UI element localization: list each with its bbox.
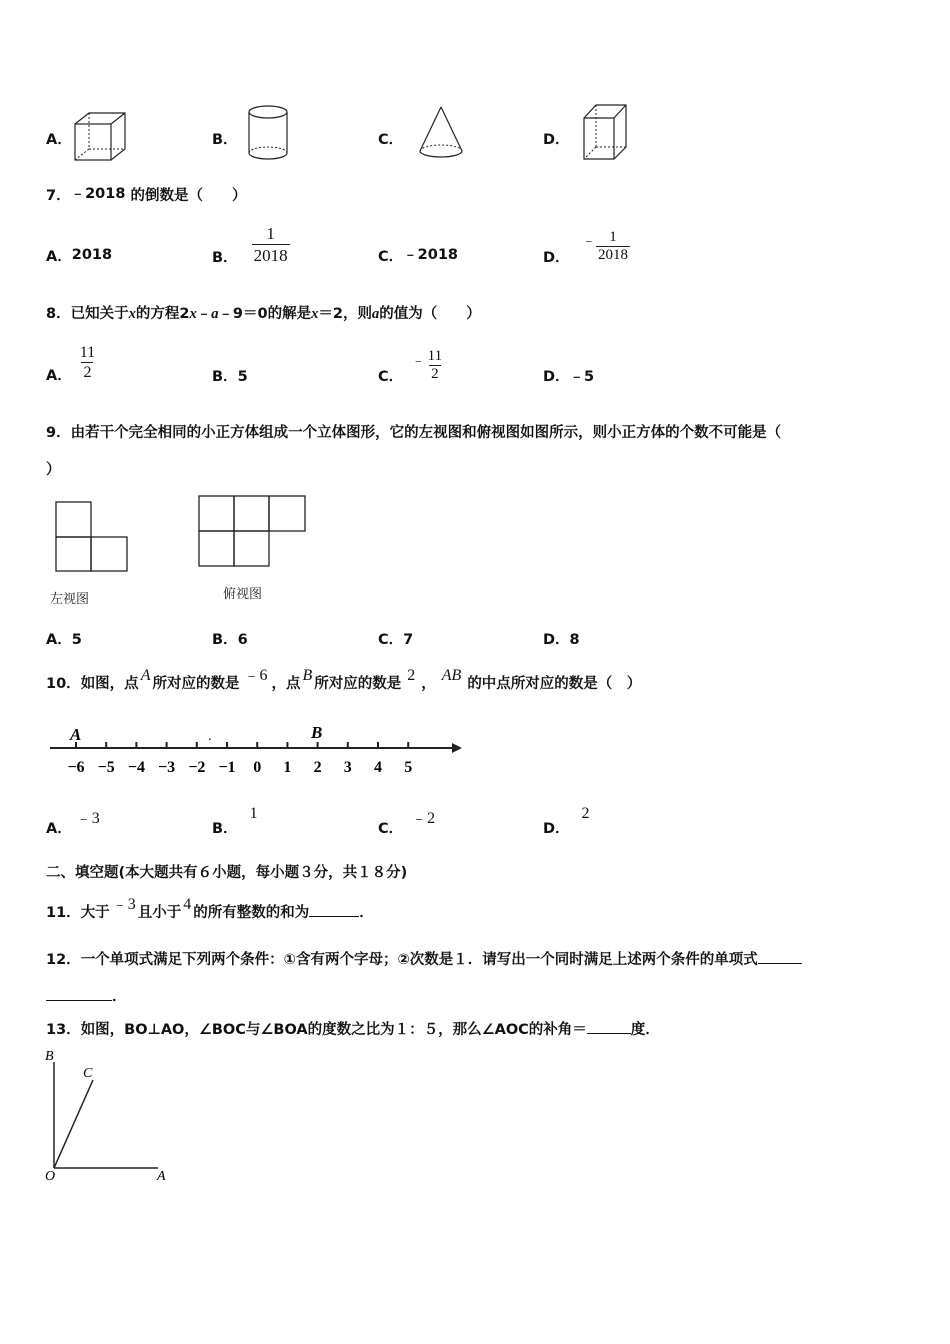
q8-option-c: C． ﹣ $\frac{11}{2}$ (378, 348, 443, 385)
question-13-stem: 13．如图，BO⊥AO，∠BOC与∠BOA的度数之比为１：５，那么∠AOC的补角＝ 度． (46, 1019, 660, 1039)
q6-option-d-letter: D． (543, 132, 570, 148)
question-11-stem: 11．大于 ﹣3 且小于 4 的所有整数的和为 ． (46, 896, 374, 921)
q7-option-b: B． $\frac{1}{2018}$ (212, 224, 288, 266)
angle-label-c: C (83, 1066, 93, 1081)
question-12-stem-end: ． (46, 986, 127, 1006)
q9-option-a: A．5 (46, 632, 82, 648)
number-line-figure (48, 720, 468, 780)
q8-option-b: B．5 (212, 369, 248, 385)
cylinder-icon (247, 105, 291, 161)
q7-option-c: C．﹣2018 (378, 247, 459, 265)
question-8-stem: 8．已知关于x的方程2x﹣a﹣9＝0的解是x＝2，则a的值为（ ） (46, 306, 481, 322)
q9-option-c: C．7 (378, 632, 414, 648)
question-12-stem: 12．一个单项式满足下列两个条件：①含有两个字母；②次数是１．请写出一个同时满足上述两个条件的单项式 (46, 949, 802, 969)
question-7-stem: 7．﹣2018 的倒数是（ ） (46, 186, 247, 204)
q12-answer-blank-2 (46, 986, 112, 1001)
number-line-label: −5 (97, 759, 115, 776)
q10-option-a: A． ﹣3 (46, 810, 100, 837)
left-view-caption: 左视图 (50, 592, 90, 607)
question-9-stem-end: ） (46, 462, 61, 478)
q12-answer-blank-1 (758, 949, 802, 964)
number-line-label: 0 (253, 759, 262, 776)
number-line-dot: . (208, 729, 212, 744)
angle-figure (44, 1046, 174, 1186)
q6-option-b-letter: B． (212, 132, 238, 148)
q10-option-b: B． 1 (212, 805, 258, 837)
q8-option-a: A． $\frac{11}{2}$ (46, 344, 96, 384)
q7-option-a: A．2018 (46, 247, 113, 265)
number-line-label: 2 (313, 759, 322, 776)
q6-option-c-letter: C． (378, 132, 404, 148)
number-line-label: 1 (283, 759, 292, 776)
number-line-label: −6 (67, 759, 85, 776)
question-10-stem: 10．如图，点 A 所对应的数是 ﹣6 ，点 B 所对应的数是 2 ， AB 的中点所对应的数是（ ） (46, 667, 642, 692)
number-line-label: 4 (374, 759, 382, 776)
number-line-label: −3 (158, 759, 176, 776)
number-line-label: −4 (127, 759, 145, 776)
number-line-point-a: A (70, 725, 82, 744)
number-line-label: 5 (404, 759, 413, 776)
cube-icon (74, 112, 128, 162)
number-line-label: 3 (343, 759, 352, 776)
angle-label-a: A (157, 1169, 166, 1184)
cone-icon (418, 106, 466, 162)
q6-option-a-letter: A． (46, 132, 72, 148)
prism-icon (582, 104, 630, 162)
question-9-stem: 9．由若干个完全相同的小正方体组成一个立体图形，它的左视图和俯视图如图所示，则小正方体的个数不可能是（ (46, 425, 782, 441)
top-view-figure (197, 494, 309, 568)
q11-answer-blank (309, 902, 359, 917)
q8-option-d: D．﹣5 (543, 369, 595, 385)
angle-label-o: O (45, 1169, 56, 1184)
q10-option-d: D． 2 (543, 805, 590, 837)
number-line-label: −1 (218, 759, 236, 776)
top-view-caption: 俯视图 (223, 587, 263, 602)
number-line-labels (67, 759, 412, 776)
q13-answer-blank (587, 1019, 631, 1034)
left-view-figure (54, 500, 130, 574)
q9-option-d: D．8 (543, 632, 580, 648)
q10-option-c: C． ﹣2 (378, 810, 436, 837)
q9-option-b: B．6 (212, 632, 248, 648)
number-line-point-b: B (311, 723, 323, 742)
angle-label-b: B (45, 1049, 54, 1064)
section-2-heading: 二、填空题(本大题共有６小题，每小题３分，共１８分) (46, 865, 408, 881)
q7-option-d: D． ﹣ $\frac{1}{2018}$ (543, 229, 629, 266)
number-line-label: −2 (188, 759, 206, 776)
